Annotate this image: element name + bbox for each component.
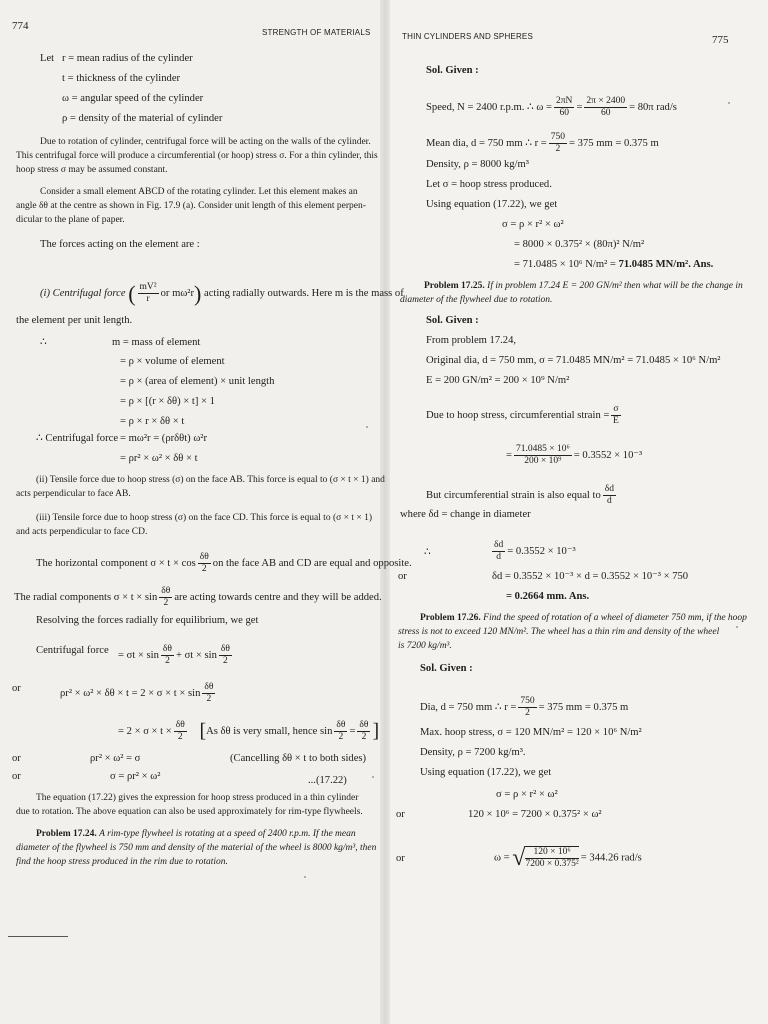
max-stress-line: Max. hoop stress, σ = 120 MN/m² = 120 × 10⁶ N/m² xyxy=(420,727,642,738)
or-label: or xyxy=(12,771,21,782)
paragraph-line: The equation (17.22) gives the expression for hoop stress produced in a thin cylinder xyxy=(36,793,359,803)
problem-17-26: Problem 17.26. Find the speed of rotation of a wheel of diameter 750 mm, if the hoop xyxy=(420,613,747,623)
dd-equation: δd = 0.3552 × 10⁻³ × d = 0.3552 × 10⁻³ × 750 xyxy=(492,571,689,582)
cf-result-line: = mω²r = (ρrδθt) ω²r xyxy=(120,433,208,444)
solution-heading: Sol. Given : xyxy=(426,315,479,326)
paragraph-line: acts perpendicular to face AB. xyxy=(16,489,131,499)
eq1-label: Centrifugal force xyxy=(36,645,109,656)
def-line: r = mean radius of the cylinder xyxy=(62,53,193,64)
hoop-strain-line: Due to hoop stress, circumferential strain = $\frac{\sigma}{E}$ xyxy=(426,404,619,426)
paragraph-line: and acts perpendicular to face CD. xyxy=(16,527,148,537)
or-label: or xyxy=(398,571,407,582)
equation-number: ...(17.22) xyxy=(308,775,347,786)
scan-speck xyxy=(728,102,730,104)
strain-calc: = $\frac{\text{71.0485 × 10⁶}}{\text{200 × 10⁹}}$ = 0.3552 × 10⁻³ xyxy=(506,444,643,466)
let-label: Let xyxy=(40,53,55,64)
cf-tail: acting radially outwards. Here m is the mass of xyxy=(204,287,404,299)
mass-line: = ρ × volume of element xyxy=(120,356,225,367)
equation-3: = 2 × σ × t × $\frac{\delta\theta}{2}$ [As δθ is very small, hence sin $\frac{\delta\theta}{2}$ = $\frac{\delta\theta}{2}$ ] xyxy=(118,720,380,742)
speed-equation: Speed, N = 2400 r.p.m. ∴ ω = $\frac{2\pi N}{60}$ = $\frac{2\pi \times 2400}{60}$ = 80π rad/s xyxy=(426,96,677,118)
paragraph-line: dicular to the plane of paper. xyxy=(16,215,125,225)
forces-intro: The forces acting on the element are : xyxy=(40,239,200,250)
solution-heading: Sol. Given : xyxy=(420,663,473,674)
or-label: or xyxy=(396,809,405,820)
horizontal-component: The horizontal component σ × t × cos $\frac{\delta\theta}{2}$ on the face AB and CD are equal and opposite. xyxy=(36,552,412,574)
stress-equation: = 8000 × 0.375² × (80π)² N/m² xyxy=(514,239,645,250)
stress-equation: σ = ρ × r² × ω² xyxy=(496,789,558,800)
book-gutter xyxy=(380,0,390,1024)
cf-result-label: ∴ Centrifugal force xyxy=(36,433,119,444)
problem-17-24: Problem 17.24. A rim-type flywheel is rotating at a speed of 2400 r.p.m. If the mean xyxy=(36,829,356,839)
original-dia-line: Original dia, d = 750 mm, σ = 71.0485 MN/m² = 71.0485 × 10⁶ N/m² xyxy=(426,355,721,366)
dd-result: = 0.2664 mm. Ans. xyxy=(506,591,590,602)
cf-or: or mω²r xyxy=(160,287,195,299)
using-equation-line: Using equation (17.22), we get xyxy=(420,767,552,778)
footer-rule xyxy=(8,936,68,937)
omega-root-equation: ω = √ $\frac{\text{120 × 10⁶}}{\text{7200 × 0.375²}}$ = 344.26 rad/s xyxy=(494,845,642,871)
radial-component: The radial components σ × t × sin $\frac{\delta\theta}{2}$ are acting towards centre and they will be added. xyxy=(14,586,382,608)
paragraph-line: This centrifugal force will produce a circumferential (or hoop) stress σ. For a thin cylinder, this xyxy=(16,151,378,161)
problem-line: diameter of the flywheel is 750 mm and density of the material of the wheel is 8000 kg/m³, then xyxy=(16,843,377,853)
scan-speck xyxy=(366,426,368,428)
paragraph-line: angle δθ at the centre as shown in Fig. 17.9 (a). Consider unit length of this element perpen- xyxy=(16,201,366,211)
therefore-symbol: ∴ xyxy=(424,547,431,558)
mass-line: = ρ × [(r × δθ) × t] × 1 xyxy=(120,396,215,407)
problem-line: find the hoop stress produced in the rim due to rotation. xyxy=(16,857,228,867)
def-line: ω = angular speed of the cylinder xyxy=(62,93,204,104)
sqrt-symbol: √ xyxy=(512,845,526,871)
scan-speck xyxy=(372,776,374,778)
therefore-symbol: ∴ xyxy=(40,337,47,348)
scan-speck xyxy=(304,876,306,878)
or-label: or xyxy=(12,683,21,694)
def-line: t = thickness of the cylinder xyxy=(62,73,181,84)
paragraph-line: due to rotation. The above equation can also be used approximately for rim-type flywheels. xyxy=(16,807,363,817)
mass-line: = ρ × r × δθ × t xyxy=(120,416,185,427)
equation-2: ρr² × ω² × δθ × t = 2 × σ × t × sin $\frac{\delta\theta}{2}$ xyxy=(60,682,214,704)
but-strain-line: But circumferential strain is also equal to $\frac{\delta d}{d}$ xyxy=(426,484,614,506)
paragraph-line: (iii) Tensile force due to hoop stress (σ) on the face CD. This force is equal to (σ × t × 1) xyxy=(36,513,372,523)
stress-equation: 120 × 10⁶ = 7200 × 0.375² × ω² xyxy=(468,809,602,820)
where-line: where δd = change in diameter xyxy=(400,509,531,520)
diameter-equation: Dia, d = 750 mm ∴ r = $\frac{750}{2}$ = 375 mm = 0.375 m xyxy=(420,696,629,718)
paragraph-line: (ii) Tensile force due to hoop stress (σ) on the face AB. This force is equal to (σ × t × 1) and xyxy=(36,475,385,485)
paragraph-line: hoop stress σ may be assumed constant. xyxy=(16,165,168,175)
paragraph-line: Due to rotation of cylinder, centrifugal force will be acting on the walls of the cylinder. xyxy=(40,137,371,147)
def-line: ρ = density of the material of cylinder xyxy=(62,113,223,124)
cf-label-text: (i) Centrifugal force xyxy=(40,287,126,299)
stress-result: = 71.0485 × 10⁶ N/m² = 71.0485 MN/m². Ans. xyxy=(514,259,714,270)
solution-heading: Sol. Given : xyxy=(426,65,479,76)
density-line: Density, ρ = 7200 kg/m³. xyxy=(420,747,526,758)
cf-result-line: = ρr² × ω² × δθ × t xyxy=(120,453,198,464)
paragraph-line: Consider a small element ABCD of the rotating cylinder. Let this element makes an xyxy=(40,187,358,197)
left-page-number: 774 xyxy=(12,20,29,32)
mass-line: = ρ × (area of element) × unit length xyxy=(120,376,275,387)
stress-equation: σ = ρ × r² × ω² xyxy=(502,219,564,230)
equation-4: ρr² × ω² = σ xyxy=(90,753,141,764)
dd-ratio: $\frac{\delta d}{d}$ = 0.3552 × 10⁻³ xyxy=(494,540,576,562)
or-label: or xyxy=(396,853,405,864)
problem-17-25: Problem 17.25. If in problem 17.24 E = 200 GN/m² then what will be the change in xyxy=(424,281,743,291)
equation-5: σ = ρr² × ω² xyxy=(110,771,161,782)
centrifugal-label: (i) Centrifugal force ( $\frac{\text{mV²}}{r}$ or mω²r) acting radially outwards. Here m is the mass of xyxy=(40,281,404,306)
resolving-line: Resolving the forces radially for equilibrium, we get xyxy=(36,615,259,626)
problem-line: diameter of the flywheel due to rotation. xyxy=(400,295,553,305)
from-problem-line: From problem 17.24, xyxy=(426,335,517,346)
problem-line: is 7200 kg/m³. xyxy=(398,641,452,651)
left-running-head: STRENGTH OF MATERIALS xyxy=(262,28,371,37)
cf-fraction: $\frac{\text{mV²}}{r}$ xyxy=(139,282,157,304)
right-page-number: 775 xyxy=(712,34,729,46)
right-running-head: THIN CYLINDERS AND SPHERES xyxy=(402,32,534,41)
density-line: Density, ρ = 8000 kg/m³ xyxy=(426,159,529,170)
problem-line: stress is not to exceed 120 MN/m². The wheel has a thin rim and density of the wheel xyxy=(398,627,720,637)
using-equation-line: Using equation (17.22), we get xyxy=(426,199,558,210)
scan-speck xyxy=(736,626,738,628)
let-sigma-line: Let σ = hoop stress produced. xyxy=(426,179,552,190)
cf-tail-line2: the element per unit length. xyxy=(16,315,133,326)
mass-line: m = mass of element xyxy=(112,337,201,348)
equation-4-note: (Cancelling δθ × t to both sides) xyxy=(230,753,367,764)
equation-1: = σt × sin $\frac{\delta\theta}{2}$ + σt × sin $\frac{\delta\theta}{2}$ xyxy=(118,644,230,666)
diameter-equation: Mean dia, d = 750 mm ∴ r = $\frac{750}{2}$ = 375 mm = 0.375 m xyxy=(426,132,659,154)
or-label: or xyxy=(12,753,21,764)
modulus-line: E = 200 GN/m² = 200 × 10⁹ N/m² xyxy=(426,375,570,386)
